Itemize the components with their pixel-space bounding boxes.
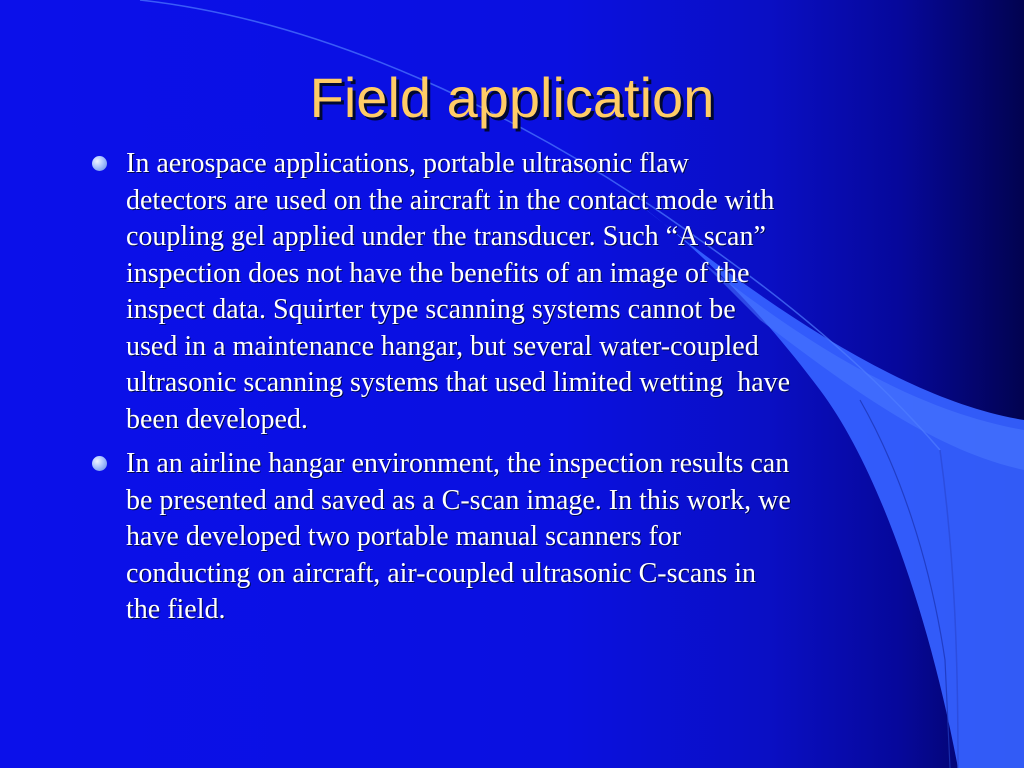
- bullet-2-line-5: the field.: [126, 594, 226, 625]
- bullet-1-line-1: In aerospace applications, portable ultrasonic flaw: [126, 148, 689, 179]
- bullet-icon: [92, 456, 107, 471]
- bullet-2-line-1: In an airline hangar environment, the inspection results can: [126, 448, 790, 479]
- bullet-1-line-7: ultrasonic scanning systems that used limited wetting have: [126, 367, 791, 398]
- bullet-2-line-2: be presented and saved as a C-scan image. In this work, we: [126, 484, 791, 516]
- slide-title: Field application: [309, 66, 715, 129]
- bullet-1-line-3: coupling gel applied under the transducer. Such “A scan”: [126, 221, 766, 252]
- bullet-1-line-4: inspection does not have the benefits of an image of the: [126, 257, 750, 289]
- bullet-item-1: [88, 146, 948, 438]
- bullet-icon: [92, 156, 107, 171]
- bullet-text-1: [126, 146, 946, 438]
- bullet-list: [88, 146, 948, 637]
- bullet-text-2: [126, 446, 946, 629]
- bullet-1-line-8: been developed.: [126, 403, 308, 435]
- bullet-1-line-5: inspect data. Squirter type scanning systems cannot be: [126, 294, 736, 325]
- bullet-1-line-2: detectors are used on the aircraft in the contact mode with: [126, 184, 775, 216]
- bullet-1-line-6: used in a maintenance hangar, but several water-coupled: [126, 330, 759, 362]
- bullet-item-2: [88, 446, 948, 629]
- bullet-2-line-3: have developed two portable manual scanners for: [126, 521, 682, 552]
- bullet-2-line-4: conducting on aircraft, air-coupled ultrasonic C-scans in: [126, 557, 756, 589]
